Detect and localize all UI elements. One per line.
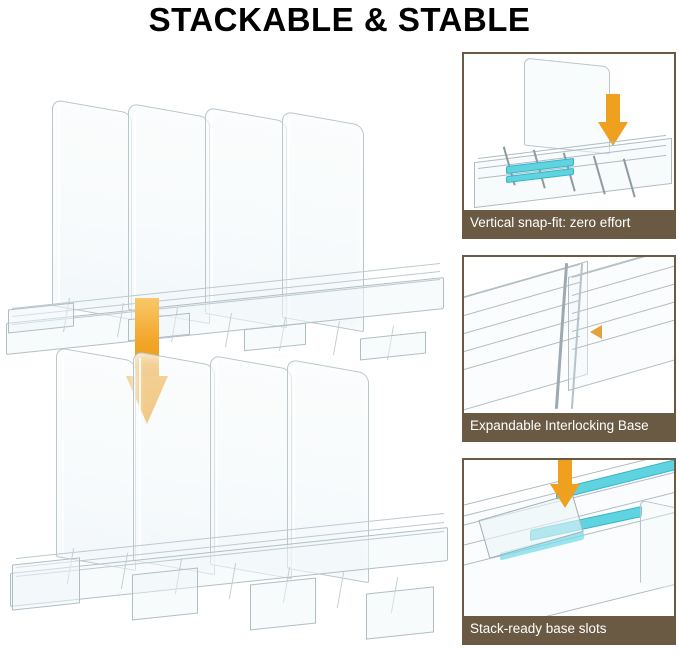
down-arrow-base-slot <box>550 460 580 510</box>
stack-ready-base-slots-photo <box>464 460 674 616</box>
tray-rib <box>337 572 344 608</box>
detail-caption-3: Stack-ready base slots <box>464 616 674 643</box>
detail-card-expandable-base <box>462 255 676 442</box>
page-title: STACKABLE & STABLE <box>148 1 531 38</box>
expandable-interlocking-base-photo <box>464 257 674 413</box>
detail-caption-2: Expandable Interlocking Base <box>464 413 674 440</box>
detail-card-stack-ready-slots <box>462 458 676 645</box>
left-arrow-expand <box>590 325 602 339</box>
lower-tray-foot <box>12 557 80 610</box>
vertical-snap-fit-photo <box>464 54 674 210</box>
lower-tray-foot <box>366 586 434 639</box>
lower-tray-foot <box>132 568 198 621</box>
tray-rib <box>333 321 340 355</box>
lower-tray-foot <box>250 578 316 631</box>
down-arrow-snap-fit <box>598 94 628 146</box>
main-product-illustration <box>0 48 456 662</box>
detail-card-vertical-snap-fit <box>462 52 676 239</box>
detail-caption-1: Vertical snap-fit: zero effort <box>464 210 674 237</box>
